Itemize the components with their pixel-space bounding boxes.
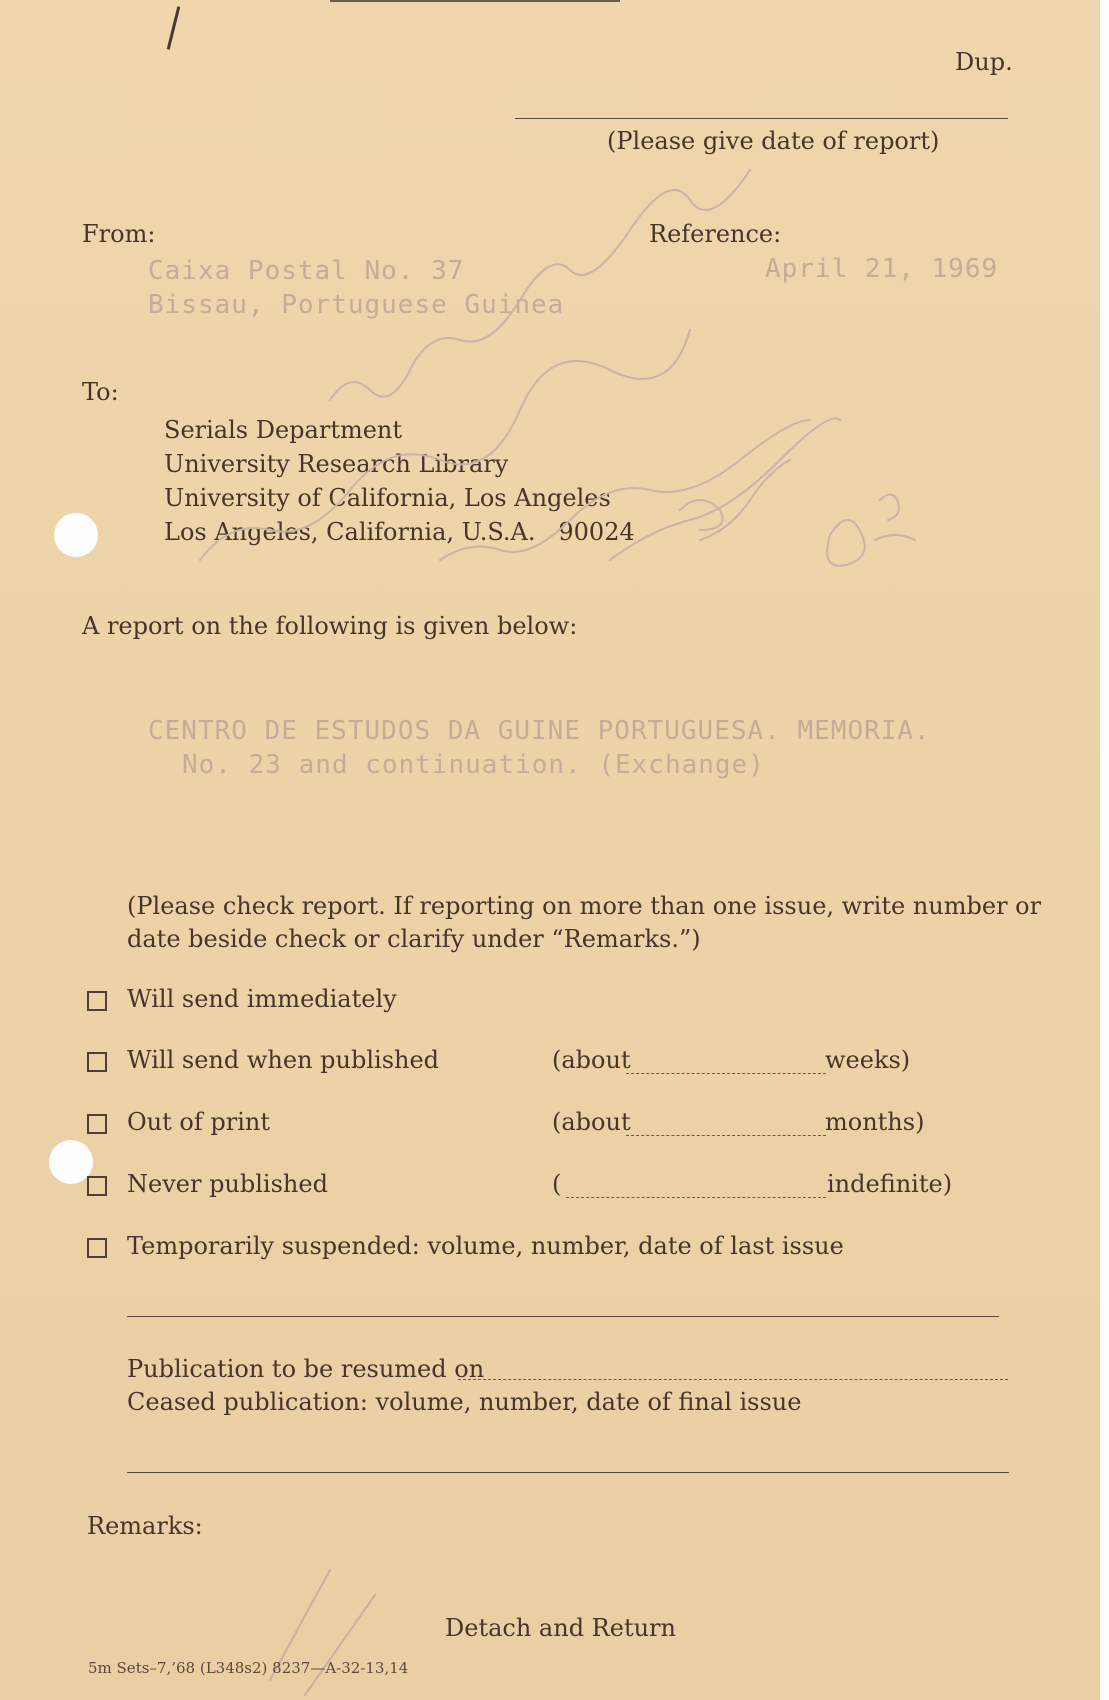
option-out-of-print: Out of print — [127, 1108, 270, 1136]
form-code: 5m Sets–7,’68 (L348s2) 8237—A-32-13,14 — [88, 1659, 409, 1677]
option-will-send-immediately: Will send immediately — [127, 985, 397, 1013]
from-address-line1: Caixa Postal No. 37 — [148, 256, 465, 286]
instructions-line1: (Please check report. If reporting on more than one issue, write number or — [127, 892, 1042, 920]
from-address-line2: Bissau, Portuguese Guinea — [148, 290, 565, 320]
option-never-published: Never published — [127, 1170, 328, 1198]
ceased-label: Ceased publication: volume, number, date of final issue — [127, 1388, 802, 1416]
weeks-prefix: (about — [552, 1046, 631, 1074]
instructions-line2: date beside check or clarify under “Remarks.”) — [127, 925, 701, 953]
reference-label: Reference: — [649, 220, 782, 248]
to-address-line1: Serials Department — [164, 416, 403, 444]
weeks-suffix: weeks) — [825, 1046, 911, 1074]
from-label: From: — [82, 220, 156, 248]
months-suffix: months) — [825, 1108, 925, 1136]
months-prefix: (about — [552, 1108, 631, 1136]
scan-margin — [1100, 0, 1109, 1700]
detach-and-return: Detach and Return — [445, 1614, 676, 1642]
report-intro: A report on the following is given below: — [82, 612, 578, 640]
dup-label: Dup. — [955, 48, 1013, 76]
option-will-send-when-published: Will send when published — [127, 1046, 440, 1074]
to-address-line4: Los Angeles, California, U.S.A. 90024 — [164, 518, 635, 546]
indefinite-prefix: ( — [552, 1170, 562, 1198]
option-temporarily-suspended: Temporarily suspended: volume, number, date of last issue — [127, 1232, 844, 1260]
reference-date: April 21, 1969 — [765, 254, 999, 284]
report-subject-line1: CENTRO DE ESTUDOS DA GUINE PORTUGUESA. MEMORIA. — [148, 716, 931, 746]
to-address-line2: University Research Library — [164, 450, 509, 478]
to-label: To: — [82, 378, 119, 406]
to-address-line3: University of California, Los Angeles — [164, 484, 611, 512]
report-subject-line2: No. 23 and continuation. (Exchange) — [182, 750, 765, 780]
report-date-caption: (Please give date of report) — [607, 127, 940, 155]
resume-label: Publication to be resumed on — [127, 1355, 485, 1383]
indefinite-suffix: indefinite) — [827, 1170, 953, 1198]
remarks-label: Remarks: — [87, 1512, 203, 1540]
